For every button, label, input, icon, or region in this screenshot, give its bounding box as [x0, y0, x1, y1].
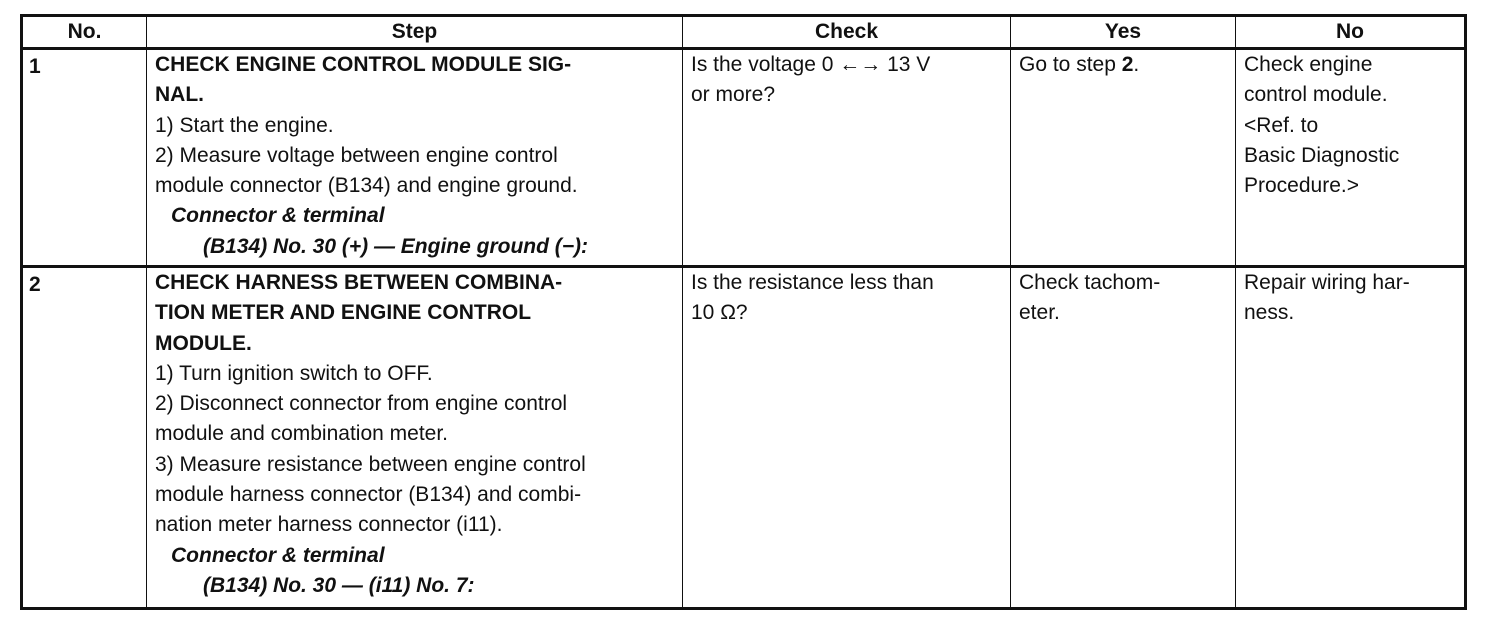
step-number: 1: [22, 49, 147, 267]
step-instruction: module harness connector (B134) and combi-: [155, 483, 582, 507]
step-title-line: MODULE.: [155, 331, 252, 355]
step-instruction: 3) Measure resistance between engine control: [155, 452, 586, 476]
yes-suffix: .: [1133, 53, 1140, 76]
yes-line: [1019, 50, 1227, 80]
no-line: Basic Diagnostic: [1244, 143, 1400, 167]
no-action: [1236, 267, 1466, 609]
step-description: [147, 267, 683, 609]
header-no: No.: [22, 16, 147, 49]
yes-line: eter.: [1019, 301, 1060, 325]
no-line: <Ref. to: [1244, 113, 1319, 137]
step-instruction: 2) Disconnect connector from engine control: [155, 392, 568, 416]
check-line: 10 Ω?: [691, 301, 748, 325]
step-description: [147, 49, 683, 267]
table-row: [22, 49, 1466, 267]
no-line: Repair wiring har-: [1244, 271, 1410, 294]
yes-prefix: Go to step: [1019, 53, 1122, 76]
connector-label: Connector & terminal: [171, 543, 385, 567]
step-title-line: CHECK HARNESS BETWEEN COMBINA-: [155, 271, 563, 294]
step-instruction: module connector (B134) and engine ground.: [155, 174, 578, 198]
step-title-line: NAL.: [155, 83, 204, 107]
header-no-result: No: [1236, 16, 1466, 49]
step-title-line: CHECK ENGINE CONTROL MODULE SIG-: [155, 53, 572, 76]
step-number: 2: [22, 267, 147, 609]
check-line: Is the resistance less than: [691, 271, 934, 294]
step-instruction: 2) Measure voltage between engine control: [155, 143, 558, 167]
check-condition: [683, 49, 1011, 267]
no-line: control module.: [1244, 83, 1388, 107]
connector-value: (B134) No. 30 — (i11) No. 7:: [203, 573, 475, 597]
yes-step-ref: 2: [1121, 53, 1134, 76]
no-line: Procedure.>: [1244, 174, 1359, 198]
yes-line: Check tachom-: [1019, 271, 1161, 294]
step-instruction: nation meter harness connector (i11).: [155, 513, 503, 537]
table-header-row: [22, 16, 1466, 49]
step-instruction: 1) Start the engine.: [155, 113, 334, 137]
no-action: [1236, 49, 1466, 267]
step-title-line: TION METER AND ENGINE CONTROL: [155, 301, 532, 325]
check-line: Is the voltage 0 ←→ 13 V: [691, 53, 931, 76]
yes-action: [1011, 267, 1236, 609]
header-yes: Yes: [1011, 16, 1236, 49]
connector-label: Connector & terminal: [171, 204, 385, 228]
check-condition: [683, 267, 1011, 609]
step-instruction: 1) Turn ignition switch to OFF.: [155, 361, 433, 385]
step-instruction: module and combination meter.: [155, 422, 449, 446]
header-check: Check: [683, 16, 1011, 49]
connector-value: (B134) No. 30 (+) — Engine ground (−):: [203, 234, 589, 258]
table-row: [22, 267, 1466, 609]
diagnostic-procedure-table: [20, 14, 1467, 610]
no-line: ness.: [1244, 301, 1295, 325]
header-step: Step: [147, 16, 683, 49]
check-line: or more?: [691, 83, 776, 107]
yes-action: [1011, 49, 1236, 267]
no-line: Check engine: [1244, 53, 1373, 76]
